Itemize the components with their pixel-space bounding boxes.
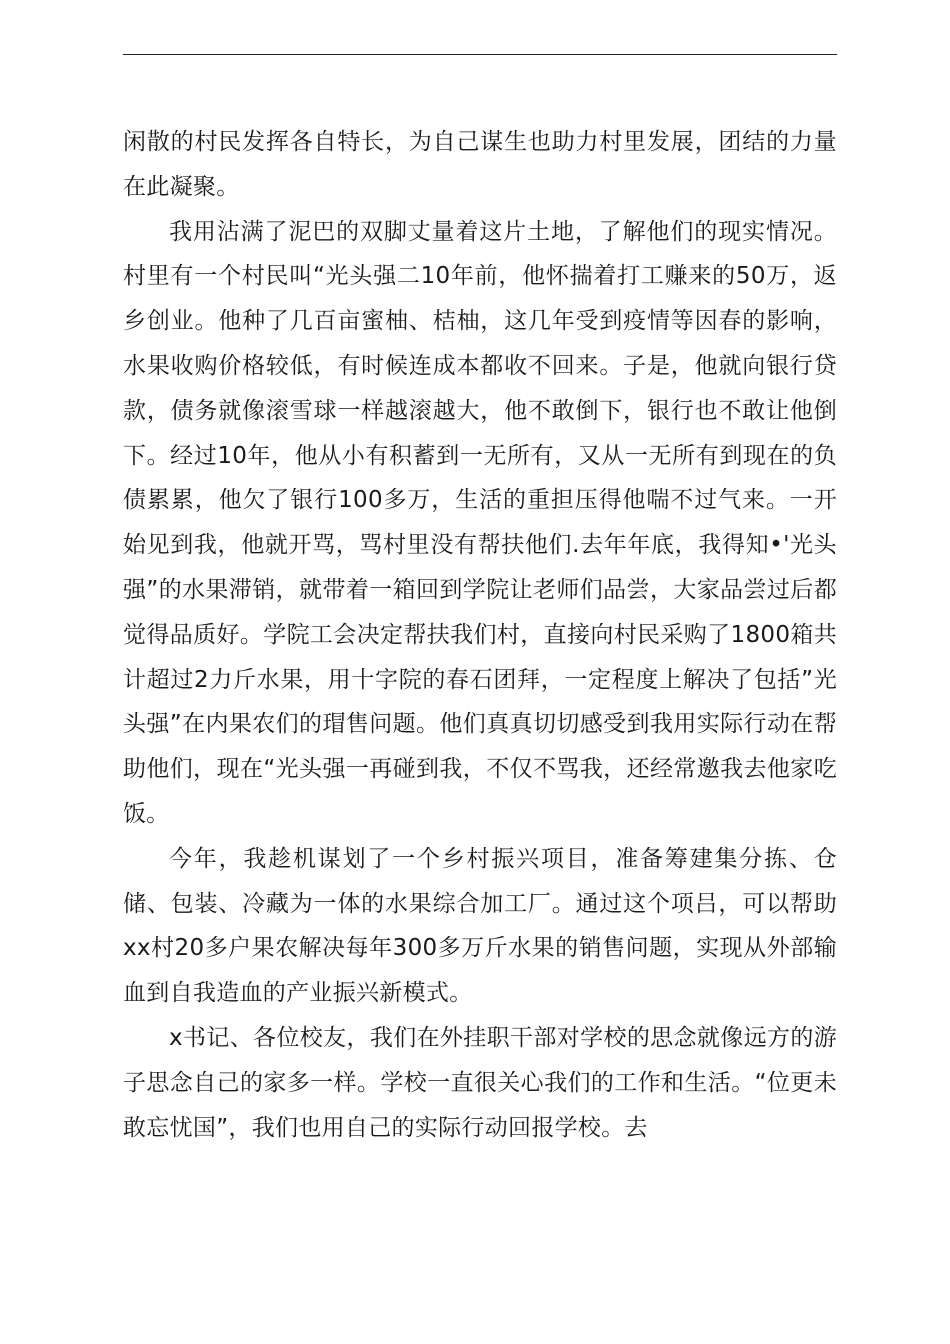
paragraph: x书记、各位校友，我们在外挂职干部对学校的思念就像远方的游子思念自己的家多一样。学校一直很关心我们的工作和生活。“位更未敢忘忧国”，我们也用自己的实际行动回报学校。去 xyxy=(123,1024,837,1141)
paragraph-continued: 闲散的村民发挥各自特长，为自己谋生也助力村里发展，团结的力量在此凝聚。 xyxy=(123,129,837,200)
paragraph: 今年，我趁机谋划了一个乡村振兴项目，准备筹建集分拣、仓储、包装、冷藏为一体的水果综合加工厂。通过这个项吕，可以帮助xx村20多户果农解决每年300多万斤水果的销售问题，实现从外部输血到自我造血的产业振兴新模式。 xyxy=(123,845,837,1007)
paragraph: 我用沾满了泥巴的双脚丈量着这片土地，了解他们的现实情况。村里有一个村民叫“光头强二10年前，他怀揣着打工赚来的50万，返乡创业。他种了几百亩蜜柚、桔柚，这几年受到疫情等因春的影响，水果收购价格较低，有时候连成本都收不回来。子是，他就向银行贷款，债务就像滚雪球一样越滚越大，他不敢倒下，银行也不敢让他倒下。经过10年，他从小有积蓄到一无所有，又从一无所有到现在的负债累累，他欠了银行100多万，生活的重担压得他喘不过气来。一开始见到我，他就开骂，骂村里没有帮扶他们.去年年底，我得知•'光头强”的水果滞销，就带着一箱回到学院让老师们品尝，大家品尝过后都觉得品质好。学院工会决定帮扶我们村，直接向村民采购了1800箱共计超过2力斤水果，用十字院的春石团拜，一定程度上解决了包括”光头强”在内果农们的瑁售问题。他们真真切切感受到我用实际行动在帮助他们，现在“光头强一再碰到我，不仅不骂我，还经常邀我去他家吃饭。 xyxy=(123,218,837,827)
header-rule xyxy=(123,54,837,55)
body-text xyxy=(123,120,837,1150)
